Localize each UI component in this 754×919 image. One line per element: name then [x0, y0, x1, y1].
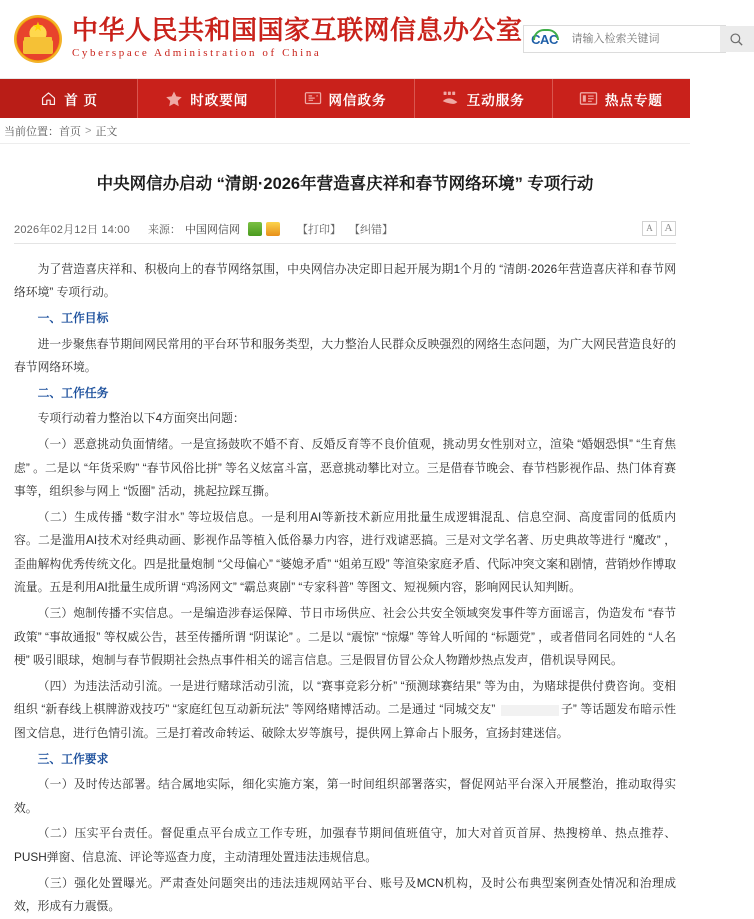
article-paragraph: （三）强化处置曝光。严肃查处问题突出的违法违规网站平台、账号及MCN机构，及时公布典型案例查处情况和治理成效，形成有力震慑。: [14, 875, 676, 914]
source-name: 中国网信网: [184, 223, 240, 236]
article-paragraph: [14, 675, 676, 746]
monitor-icon: [304, 90, 322, 108]
breadcrumb-separator: >: [85, 124, 92, 137]
paragraph-text-before: （四）为违法活动引流。一是进行赌球活动引流，以 “赛事竞彩分析” “预测球赛结果” 等为由，为赌球提供付费咨询。变相组织 “新春线上棋牌游戏技巧” “家庭红包互动新玩法” 等网络赌博活动。二是通过 “同城交友”: [14, 678, 676, 717]
article-title: 中央网信办启动 “清朗·2026年营造喜庆祥和春节网络环境” 专项行动: [96, 175, 594, 193]
nav-item-home[interactable]: [0, 79, 138, 118]
article-paragraph: 为了营造喜庆祥和、积极向上的春节网络氛围，中央网信办决定即日起开展为期1个月的 “清朗·2026年营造喜庆祥和春节网络环境” 专项行动。: [14, 261, 676, 300]
home-icon: [39, 90, 57, 108]
breadcrumb-link-home[interactable]: 首页: [59, 125, 81, 138]
wechat-share-icon[interactable]: [248, 222, 262, 236]
nav-item-affairs[interactable]: [276, 79, 414, 118]
brand-text: [72, 16, 523, 61]
article-paragraph: 进一步聚焦春节期间网民常用的平台环节和服务类型，大力整治人民群众反映强烈的网络生态问题，为广大网民营造良好的春节网络环境。: [14, 336, 676, 375]
breadcrumb: [0, 118, 690, 144]
search-input[interactable]: [566, 26, 720, 52]
article-paragraph: 专项行动着力整治以下4方面突出问题：: [37, 411, 245, 426]
article-paragraph: （一）恶意挑动负面情绪。一是宣扬鼓吹不婚不育、反婚反育等不良价值观，挑动男女性别对立，渲染 “婚姻恐惧” “生育焦虑” 。二是以 “年货采购” “春节风俗比拼” 等名义炫富斗富，恶意挑动攀比对立。三是借春节晚会、春节档影视作品、热门体育赛事等，组织参与网上 “饭圈” 活动，挑起拉踩互撕。: [14, 436, 676, 499]
nav-item-interactive[interactable]: [415, 79, 553, 118]
nav-item-news[interactable]: [138, 79, 276, 118]
search-box[interactable]: [523, 25, 726, 53]
share-icons: [248, 222, 280, 236]
brand-title-cn: 中华人民共和国国家互联网信息办公室: [72, 15, 523, 46]
nav-label-news: 时政要闻: [190, 92, 249, 108]
nav-label-topics: 热点专题: [604, 92, 663, 108]
article-paragraph: （三）炮制传播不实信息。一是编造涉春运保障、节日市场供应、社会公共安全领域突发事件等方面谣言，伪造发布 “春节政策” “事故通报” 等权威公告，甚至传播所谓 “阴谋论” 。二是以 “震惊” “惊爆” 等耸人听闻的 “标题党” ，或者借同名同姓的 “人名梗” 吸引眼球，炮制与春节假期社会热点事件相关的谣言信息。三是假冒仿冒公众人物蹭炒热点发声，借机误导网民。: [14, 606, 676, 668]
national-emblem-icon: [14, 15, 62, 63]
font-increase-button[interactable]: A: [661, 221, 676, 236]
cac-logo-icon: CAC: [524, 26, 566, 52]
section-heading: 二、工作任务: [37, 385, 109, 400]
source-label: 来源：: [147, 223, 181, 236]
section-heading: 一、工作目标: [37, 310, 109, 325]
folder-icon: [580, 90, 598, 108]
article-date: 2026年02月12日 14:00: [14, 223, 130, 236]
font-size-controls: [628, 221, 676, 236]
article-body: [14, 244, 676, 919]
search-button[interactable]: [720, 26, 754, 52]
print-button[interactable]: 【打印】: [297, 223, 341, 236]
breadcrumb-prefix: 当前位置：: [4, 125, 59, 138]
redacted-block: [501, 705, 559, 716]
site-brand[interactable]: [14, 15, 523, 63]
section-heading: 三、工作要求: [37, 751, 109, 766]
handshake-icon: [442, 90, 460, 108]
nav-item-topics[interactable]: [553, 79, 690, 118]
correction-button[interactable]: 【纠错】: [349, 223, 393, 236]
nav-label-interactive: 互动服务: [466, 92, 525, 108]
font-decrease-button[interactable]: A: [642, 221, 657, 236]
nav-label-affairs: 网信政务: [328, 92, 387, 108]
article-paragraph: （一）及时传达部署。结合属地实际，细化实施方案，第一时间组织部署落实，督促网站平台深入开展整治，推动取得实效。: [14, 777, 676, 815]
star-icon: [165, 90, 183, 108]
article-paragraph: （二）压实平台责任。督促重点平台成立工作专班，加强春节期间值班值守，加大对首页首屏、热搜榜单、热点推荐、PUSH弹窗、信息流、评论等巡查力度，主动清理处置违法违规信息。: [14, 826, 676, 864]
nav-label-home: 首 页: [64, 92, 98, 108]
main-navigation: [0, 78, 690, 118]
brand-title-en: Cyberspace Administration of China: [72, 47, 322, 60]
weibo-share-icon[interactable]: [266, 222, 280, 236]
breadcrumb-current: 正文: [95, 125, 118, 138]
site-header: [0, 0, 690, 78]
paragraph-text-after: 子” 等话题发布暗示性图文信息，进行色情引流。三是打着改命转运、破除太岁等旗号，提供网上算命占卜服务，宣扬封建迷信。: [14, 702, 676, 741]
article-meta: [14, 221, 676, 244]
search-icon: [729, 32, 744, 47]
article: [0, 172, 690, 919]
article-paragraph: （二）生成传播 “数字泔水” 等垃圾信息。一是利用AI等新技术新应用批量生成逻辑混乱、信息空洞、高度雷同的低质内容。二是滥用AI技术对经典动画、影视作品等植入低俗暴力内容，进行戏谑恶搞。三是对文学名著、历史典故等进行 “魔改” ，歪曲解构优秀传统文化。四是批量炮制 “父母偏心” “婆媳矛盾” “姐弟互殴” 等渲染家庭矛盾、代际冲突文案和剧情，营销炒作博取流量。五是利用AI批量生成所谓 “鸡汤网文” “霸总爽剧” “专家科普” 等图文、短视频内容，影响网民认知判断。: [14, 509, 676, 595]
